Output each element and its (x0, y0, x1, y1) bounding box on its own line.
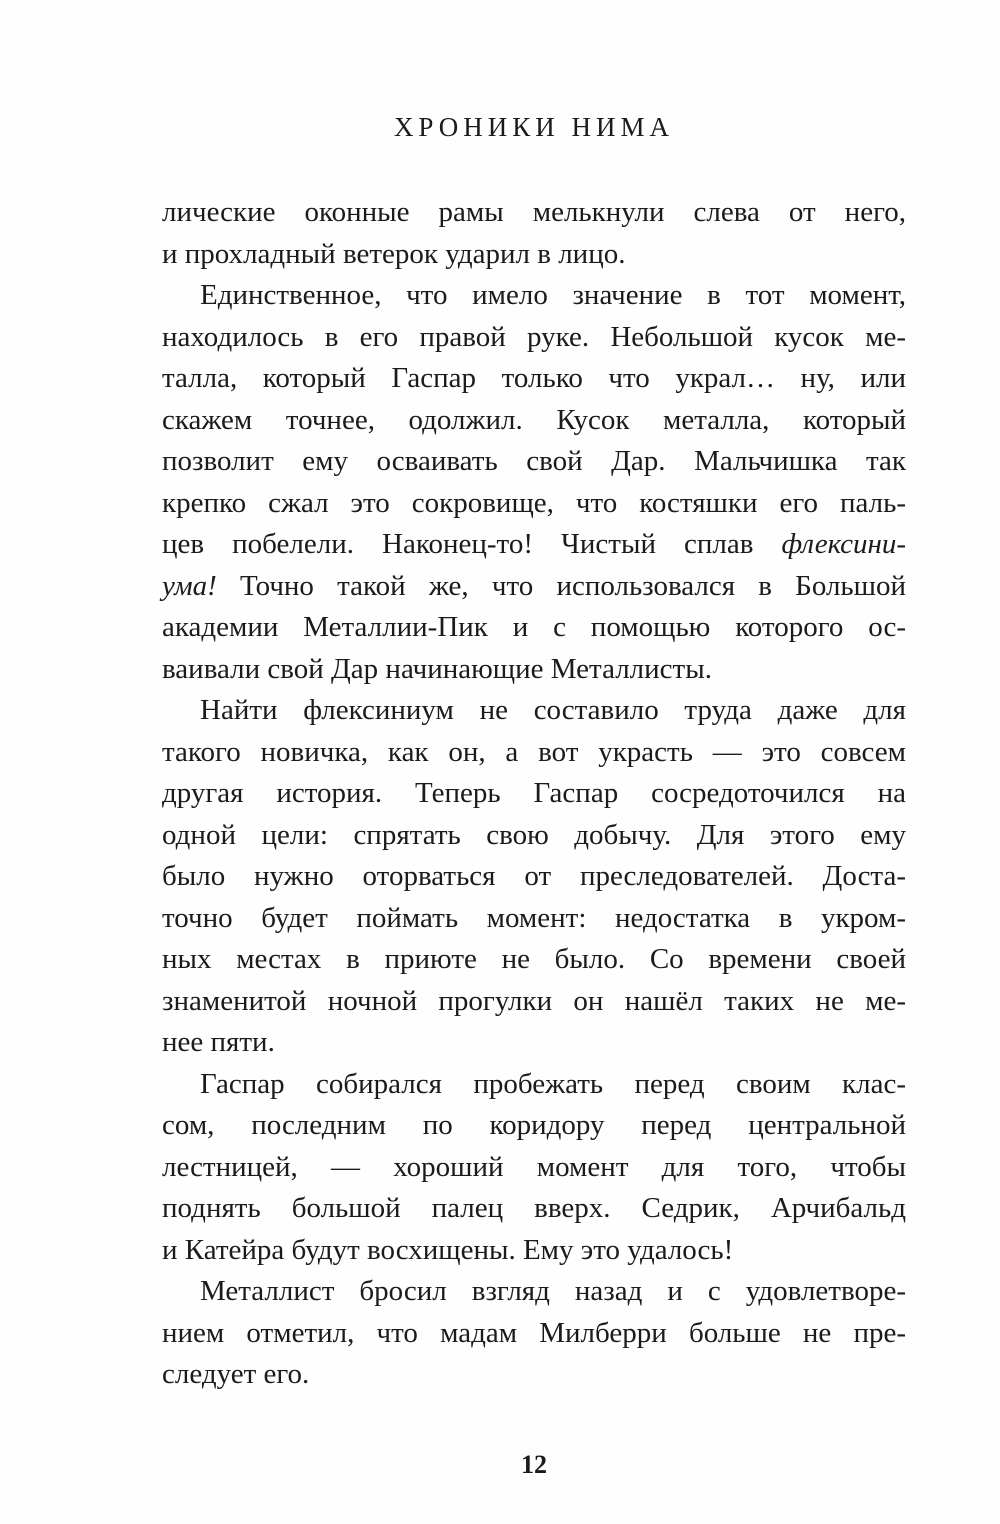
text-segment: Единственное, что имело значение в тот момент, (200, 279, 906, 311)
body-text (162, 192, 906, 1396)
text-segment: точно будет поймать момент: недостатка в укром- (162, 901, 906, 934)
text-line (162, 524, 906, 566)
text-segment: было нужно оторваться от преследователей. Доста- (162, 860, 906, 892)
text-line (162, 898, 906, 940)
text-segment: скажем точнее, одолжил. Кусок металла, который (162, 403, 906, 436)
paragraph (162, 1271, 906, 1396)
text-segment: ных местах в приюте не было. Со времени своей (162, 943, 906, 975)
text-line (162, 317, 906, 359)
text-segment: такого новичка, как он, а вот украсть — это совсем (162, 735, 906, 768)
text-segment: нием отметил, что мадам Милберри больше не пре- (162, 1316, 906, 1349)
text-line (162, 1313, 906, 1355)
text-line (162, 275, 906, 317)
text-segment: талла, который Гаспар только что украл… ну, или (162, 362, 906, 394)
paragraph (162, 690, 906, 1064)
text-segment: позволит ему осваивать свой Дар. Мальчишка так (162, 445, 906, 477)
text-line (162, 981, 906, 1023)
text-segment: ума! (162, 569, 217, 602)
text-line (162, 815, 906, 857)
text-line (162, 773, 906, 815)
text-line (162, 607, 906, 649)
text-segment: ваивали свой Дар начинающие Металлисты. (162, 652, 712, 685)
text-line (162, 1147, 906, 1189)
text-segment: крепко сжал это сокровище, что костяшки его паль- (162, 486, 906, 519)
paragraph (162, 1064, 906, 1272)
text-segment: сом, последним по коридору перед центральной (162, 1109, 906, 1141)
paragraph (162, 275, 906, 690)
text-line (162, 234, 906, 276)
text-line (162, 1230, 906, 1272)
text-line (162, 1064, 906, 1106)
text-segment: лестницей, — хороший момент для того, чтобы (162, 1150, 906, 1183)
text-line (162, 939, 906, 981)
text-segment: и прохладный ветерок ударил в лицо. (162, 237, 626, 270)
text-segment: и Катейра будут восхищены. Ему это удалось! (162, 1233, 734, 1266)
text-segment: нее пяти. (162, 1026, 275, 1058)
text-line (162, 1105, 906, 1147)
text-line (162, 1271, 906, 1313)
text-line (162, 732, 906, 774)
text-line (162, 483, 906, 525)
text-segment: знаменитой ночной прогулки он нашёл таких не ме- (162, 984, 906, 1017)
text-segment: Металлист бросил взгляд назад и с удовлетворе- (200, 1275, 906, 1307)
text-segment: флексини- (781, 528, 906, 560)
text-segment: следует его. (162, 1358, 310, 1390)
paragraph (162, 192, 906, 275)
text-segment: Найти флексиниум не составило труда даже для (200, 694, 906, 726)
text-segment: Гаспар собирался пробежать перед своим клас- (200, 1067, 906, 1100)
text-line (162, 400, 906, 442)
text-line (162, 1354, 906, 1396)
text-segment: другая история. Теперь Гаспар сосредоточился на (162, 777, 906, 809)
text-line (162, 566, 906, 608)
page-number: 12 (521, 1450, 547, 1479)
text-segment: поднять большой палец вверх. Седрик, Арчибальд (162, 1192, 906, 1224)
text-segment: лические оконные рамы мелькнули слева от него, (162, 196, 906, 228)
text-segment: одной цели: спрятать свою добычу. Для этого ему (162, 818, 906, 851)
text-line (162, 690, 906, 732)
text-line (162, 1022, 906, 1064)
text-line (162, 441, 906, 483)
text-line (162, 192, 906, 234)
text-line (162, 856, 906, 898)
text-line (162, 358, 906, 400)
text-segment: цев побелели. Наконец-то! Чистый сплав (162, 528, 782, 560)
running-head-title: ХРОНИКИ НИМА (393, 112, 675, 142)
text-line (162, 1188, 906, 1230)
text-segment: академии Металлии-Пик и с помощью которого ос- (162, 611, 906, 643)
text-segment: находилось в его правой руке. Небольшой кусок ме- (162, 320, 906, 353)
text-line (162, 649, 906, 691)
text-segment: Точно такой же, что использовался в Большой (216, 569, 906, 602)
